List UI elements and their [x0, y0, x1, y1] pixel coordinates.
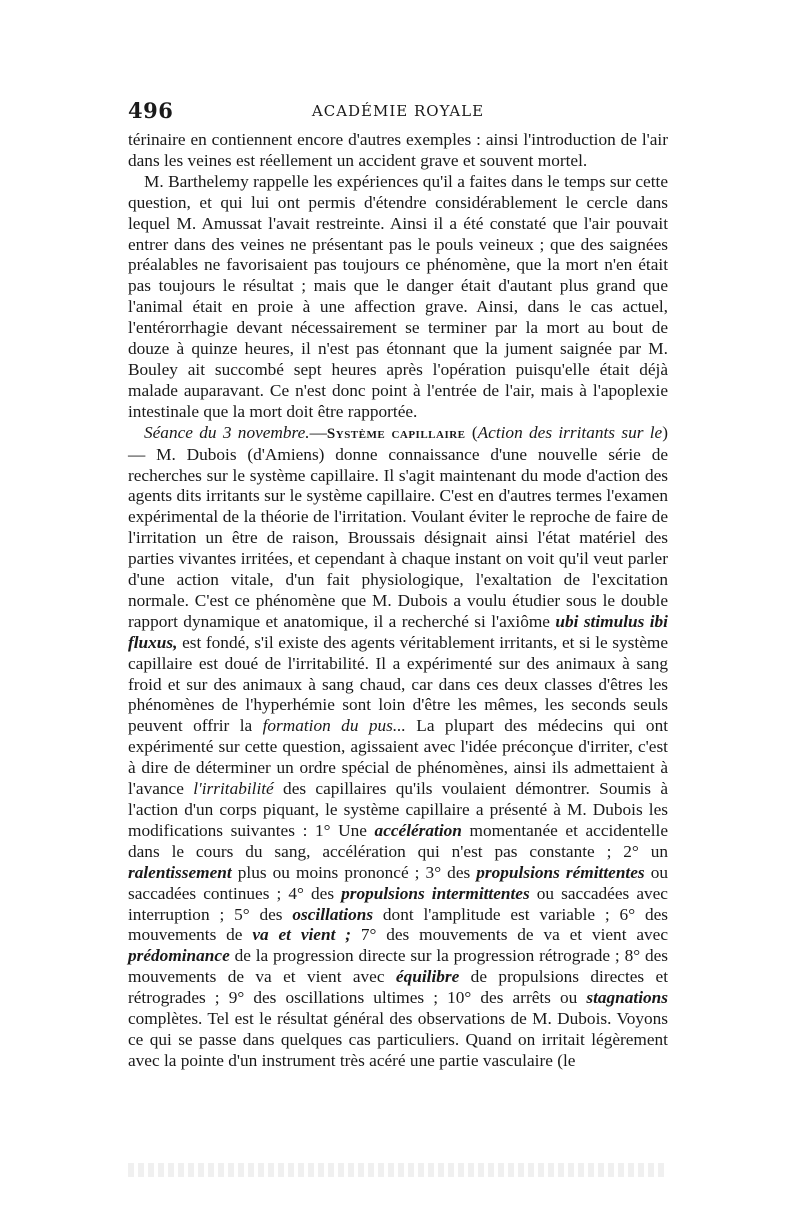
paren-close: ): [662, 422, 668, 442]
emphasis: va et vient ;: [252, 925, 351, 945]
section-title: Système capillaire: [326, 425, 466, 442]
text-run: — M. Dubois (d'Amiens) donne connaissance d'une nouvelle série de recherches sur le système capillaire. Il s'agit maintenant du mode d'action des agents dits irritants sur le système capillaire. C'est en d'autres termes l'examen expérimental de la théorie de l'irritation. Voulant éviter le reproche de faire de l'irritation un être de raison, Broussais désignait ainsi l'état matériel des parties vivantes irritées, et cependant à chaque instant on voit qu'il veut parler d'une action vitale, d'un fait physiologique, l'exaltation de l'excitation normale. C'est ce phénomène que M. Dubois a voulu étudier sous le double rapport dynamique et anatomique, il a recherché si l'axiôme: [128, 444, 668, 631]
paragraph-1: térinaire en contiennent encore d'autres exemples : ainsi l'introduction de l'air dans les veines est réellement un accident grave et souvent mortel.: [128, 130, 668, 170]
text-run: ou saccadées avec interruption ; 5° des: [128, 883, 668, 924]
paren-open: (: [465, 422, 478, 442]
section-subtitle: Action des irritants sur le: [477, 422, 663, 442]
text-run: de la progression directe sur la progression rétrograde ; 8° des mouvements de va et vient avec: [128, 946, 668, 987]
emphasis: oscillations: [292, 904, 374, 924]
seance-dash: —: [309, 422, 327, 442]
emphasis: propulsions rémittentes: [476, 862, 645, 882]
text-run: des capillaires qu'ils voulaient démontrer. Soumis à l'action d'un corps piquant, le système capillaire a présenté à M. Dubois les modifications suivantes : 1° Une: [128, 779, 669, 840]
text-run: La plupart des médecins qui ont expérimenté sur cette question, agissaient avec l'idée préconçue d'irriter, c'est à dire de déterminer un ordre spécial de phénomènes, ainsi ils admettaient à l'avance: [128, 716, 669, 799]
text-run: ou saccadées continues ; 4° des: [128, 862, 668, 903]
emphasis: ubi stimulus ibi fluxus,: [128, 611, 668, 652]
emphasis: équilibre: [395, 967, 460, 987]
emphasis: l'irritabilité: [193, 779, 274, 799]
emphasis: formation du pus...: [262, 716, 406, 736]
seance-date: Séance du 3 novembre.: [144, 422, 310, 442]
paragraph-2: M. Barthelemy rappelle les expériences qu'il a faites dans le temps sur cette question, et qui lui ont permis d'étendre considérablement le cercle dans lequel M. Amussat l'avait restreinte. Ainsi il a été constaté que l'air pouvait entrer dans des veines ne présentant pas le pouls veineux ; que des saignées préalables ne favorisaient pas toujours ce phénomène, que la mort n'en était pas toujours le résultat ; mais que le danger était d'autant plus grand que l'animal était en proie à une affection grave. Ainsi, dans le cas actuel, l'entérorrhagie devant nécessairement se terminer par la mort au bout de douze à quinze heures, il n'est pas étonnant que la jument saignée par M. Bouley ait succombé sept heures après l'opération puisqu'elle était déjà malade auparavant. Ce n'est donc point à l'entrée de l'air, mais à l'apoplexie intestinale que la mort doit être rapportée.: [128, 171, 668, 421]
text-run: de propulsions directes et rétrogrades ; 9° des oscillations ultimes ; 10° des arrêts ou: [128, 967, 668, 1008]
emphasis: propulsions intermittentes: [341, 883, 530, 903]
emphasis: prédominance: [128, 946, 230, 966]
emphasis: stagnations: [586, 988, 668, 1008]
page-header: [128, 98, 668, 128]
text-run: plus ou moins prononcé ; 3° des: [231, 862, 477, 882]
page-number: 496: [128, 98, 174, 123]
paragraph-3: [128, 423, 668, 1072]
text-run: est fondé, s'il existe des agents véritablement irritants, et si le système capillaire est doué de l'irritabilité. Il a expérimenté sur des animaux à sang froid et sur des animaux à sang chaud, car dans ces deux classes d'êtres les phénomènes de l'hyperhémie sont loin d'être les mêmes, les seconds seuls peuvent offrir la: [128, 632, 668, 736]
emphasis: accélération: [374, 820, 462, 840]
text-run: dont l'amplitude est variable ; 6° des mouvements de: [128, 904, 668, 945]
running-head: ACADÉMIE ROYALE: [311, 102, 485, 120]
body-text: [128, 130, 668, 1072]
bleed-through-line: [128, 1163, 668, 1177]
text-run: complètes. Tel est le résultat général des observations de M. Dubois. Voyons ce qui se passe dans quelques cas particuliers. Quand on irritait légèrement avec la pointe d'un instrument très acéré une partie vasculaire (le: [128, 1009, 668, 1070]
text-run: momentanée et accidentelle dans le cours du sang, accélération qui n'est pas constante ; 2° un: [128, 820, 668, 861]
text-run: 7° des mouvements de va et vient avec: [350, 925, 668, 945]
emphasis: ralentissement: [128, 862, 232, 882]
